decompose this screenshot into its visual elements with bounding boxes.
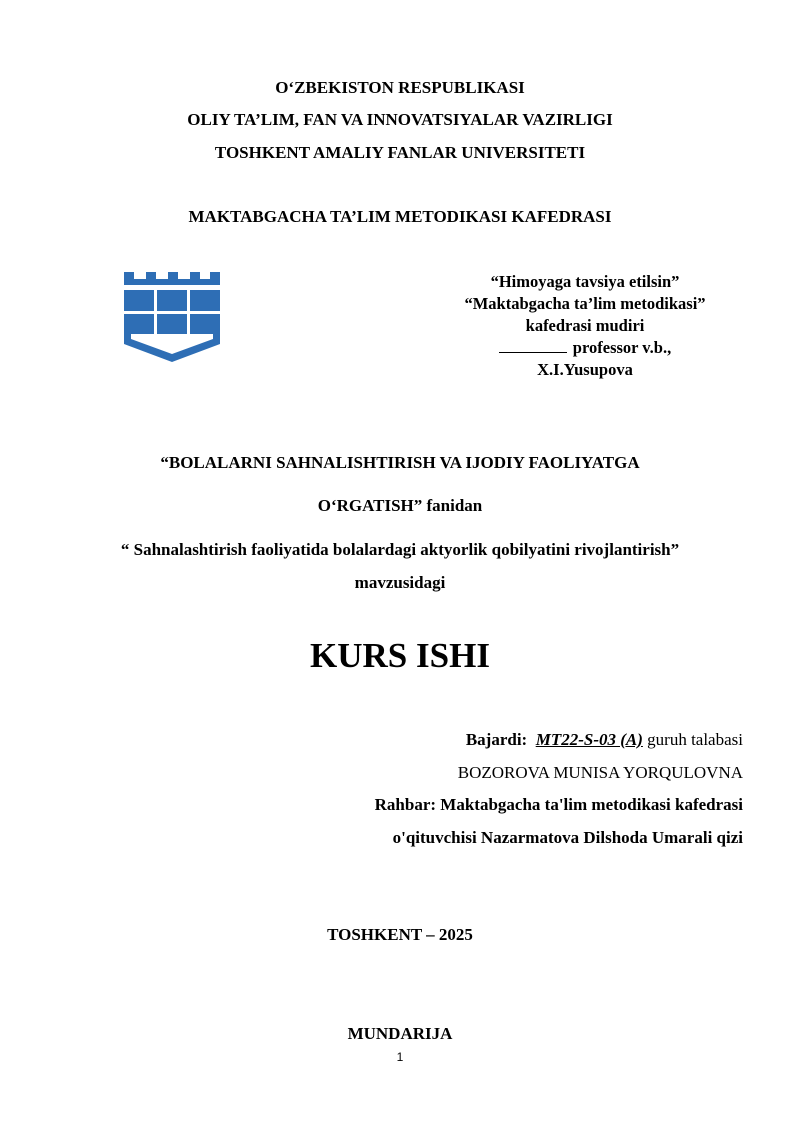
approval-line-recommended: “Himoyaga tavsiya etilsin”	[490, 272, 680, 291]
subject-line-2: O‘RGATISH” fanidan	[317, 496, 483, 515]
ministry-line: OLIY TA’LIM, FAN VA INNOVATSIYALAR VAZIRLIGI	[187, 110, 613, 129]
subject-line-1: “BOLALARNI SAHNALISHTIRISH VA IJODIY FAOLIYATGA	[160, 453, 640, 472]
topic-line-2: mavzusidagi	[354, 573, 446, 592]
approval-line-head: kafedrasi mudiri	[525, 316, 645, 335]
author-group-line	[466, 730, 743, 750]
approval-title: professor v.b.,	[572, 338, 672, 357]
shield-icon	[122, 270, 222, 362]
done-label: Bajardi:	[465, 730, 528, 749]
department-line: MAKTABGACHA TA’LIM METODIKASI KAFEDRASI	[188, 207, 612, 226]
supervisor-line-1: Rahbar: Maktabgacha ta'lim metodikasi kafedrasi	[374, 795, 743, 814]
ministry-country-line: O‘ZBEKISTON RESPUBLIKASI	[275, 78, 525, 97]
contents-heading: MUNDARIJA	[347, 1024, 453, 1043]
group-suffix: guruh talabasi	[642, 730, 743, 749]
author-name: BOZOROVA MUNISA YORQULOVNA	[457, 763, 743, 782]
approval-line-name: X.I.Yusupova	[537, 360, 633, 379]
group-code: MT22-S-03 (A)	[535, 730, 643, 749]
approval-block	[430, 271, 740, 381]
university-shield-logo	[122, 270, 222, 362]
approval-line-department: “Maktabgacha ta’lim metodikasi”	[464, 294, 706, 313]
signature-line	[499, 338, 567, 353]
university-line: TOSHKENT AMALIY FANLAR UNIVERSITETI	[214, 143, 586, 162]
place-year: TOSHKENT – 2025	[327, 925, 473, 944]
supervisor-line-2: o'qituvchisi Nazarmatova Dilshoda Umarali qizi	[392, 828, 743, 847]
approval-line-signature	[430, 337, 740, 359]
page-number: 1	[396, 1050, 404, 1064]
topic-line-1: “ Sahnalashtirish faoliyatida bolalardagi aktyorlik qobilyatini rivojlantirish”	[120, 540, 680, 559]
document-title: KURS ISHI	[310, 636, 490, 675]
